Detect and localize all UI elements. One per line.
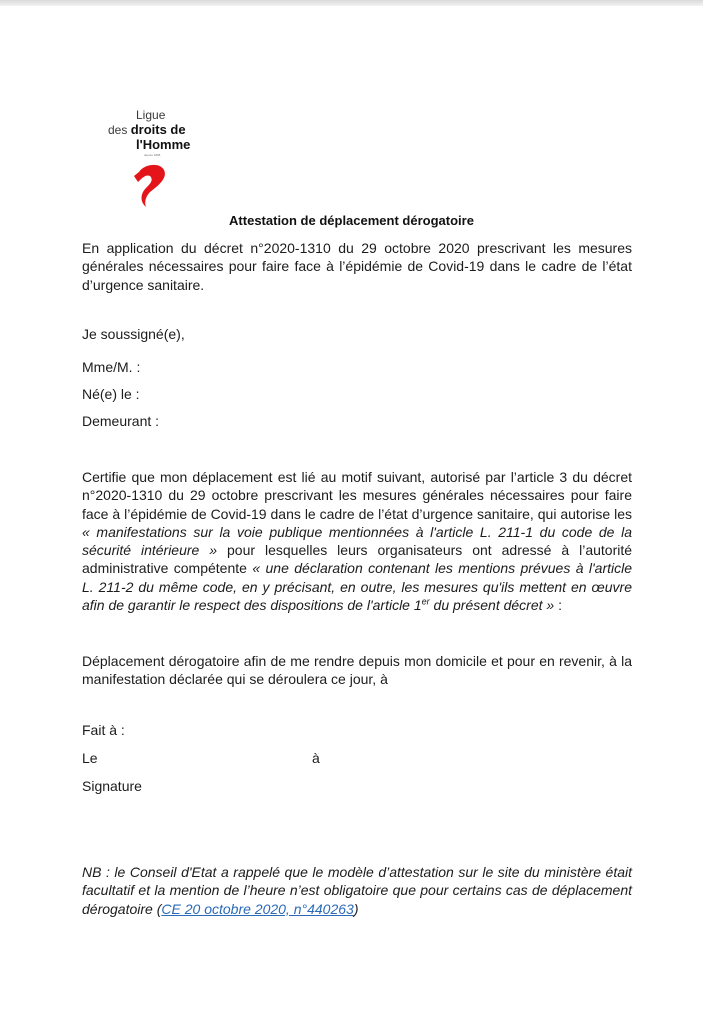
certifie-quote-1: « manifestations sur la voie publique mentionnées à l'article L. 211-1 du code de la sécurité intérieure » <box>82 523 632 559</box>
soussigne-label: Je soussigné(e), <box>82 326 185 342</box>
fait-a-label: Fait à : <box>82 722 125 738</box>
certifie-part-2: pour lesquelles leurs organisateurs ont adressé à l’autorité administrative compétente <box>82 542 633 577</box>
certifie-quote-2-end: du présent décret » <box>433 597 555 614</box>
logo-line-1: Ligue <box>136 108 166 122</box>
a-label: à <box>312 750 320 766</box>
deplacement-paragraph: Déplacement dérogatoire afin de me rendre depuis mon domicile et pour en revenir, à la manifestation déclarée qui se déroulera ce jour, à <box>82 653 632 688</box>
logo-line-2 <box>108 122 186 137</box>
certifie-quote-2-sup: er <box>421 596 430 607</box>
mme-m-label: Mme/M. : <box>82 359 141 375</box>
ne-le-label: Né(e) le : <box>82 386 140 402</box>
ce-decision-link[interactable]: CE 20 octobre 2020, n°440263 <box>161 900 354 917</box>
nb-note <box>82 863 632 918</box>
logo-line-2-bold: droits de <box>130 122 186 137</box>
logo-line-3: l'Homme <box>136 137 191 152</box>
document-title: Attestation de déplacement dérogatoire <box>229 213 474 228</box>
logo-line-2-prefix: des <box>108 123 128 137</box>
certifie-quote-2-text: « une déclaration contenant les mentions prévues à l'article L. 211-2 du même code, en y précisant, en outre, les mesures qu'ils mettent en œuvre afin de garantir le respect des dispositions de l'article 1 <box>82 560 633 614</box>
certifie-part-1: Certifie que mon déplacement est lié au motif suivant, autorisé par l’article 3 du décret n°2020-1310 du 29 octobre prescrivant les mesures générales nécessaires pour faire face à l’épidémie de Covid-19 dans le cadre de l’état d’urgence sanitaire, qui autorise les <box>82 469 632 522</box>
logo-tagline: depuis 1898 <box>144 153 161 157</box>
document-page <box>0 6 703 1017</box>
le-label: Le <box>82 750 98 766</box>
certifie-paragraph <box>82 468 632 614</box>
demeurant-label: Demeurant : <box>82 413 160 429</box>
certifie-part-3: : <box>558 597 562 614</box>
nb-close: ) <box>353 900 359 917</box>
intro-paragraph: En application du décret n°2020-1310 du 29 octobre 2020 prescrivant les mesures générales nécessaires pour faire face à l’épidémie de Covid-19 dans le cadre de l’état d’urgence sanitaire. <box>82 240 632 293</box>
ldh-bird-mark-icon <box>134 162 170 208</box>
signature-label: Signature <box>82 778 142 794</box>
nb-text: NB : le Conseil d'Etat a rappelé que le modèle d’attestation sur le site du ministère était facultatif et la mention de l’heure n’est obligatoire que pour certains cas de déplacement dérogatoire ( <box>82 864 632 917</box>
